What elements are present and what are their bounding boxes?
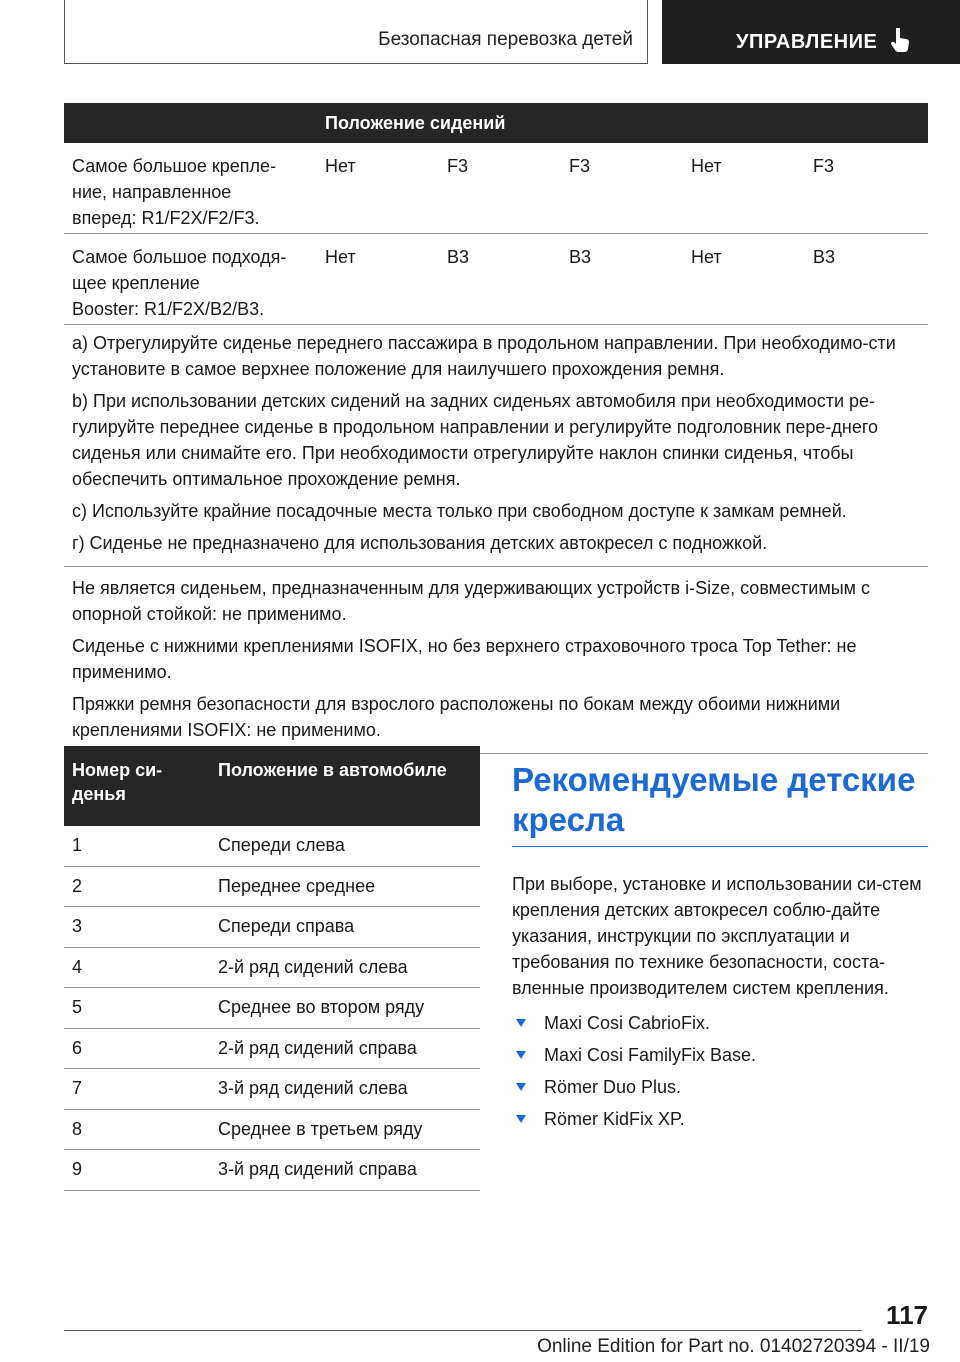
list-item: Maxi Cosi CabrioFix. xyxy=(512,1007,928,1039)
section-heading: Рекомендуемые детские кресла xyxy=(512,760,928,847)
footer-divider xyxy=(64,1330,862,1331)
footnote: b) При использовании детских сидений на задних сиденьях автомобиля при необходимости ре-гулируйте переднее сиденье в продольном направлении и регулируйте подголовник пере-днего сиденья или снимайте его. При необходимости отрегулируйте наклон спинки сиденья, чтобы обеспечить оптимальное прохождение ремня. xyxy=(72,391,879,489)
triangle-bullet-icon xyxy=(516,1115,526,1123)
table-row: 2 Переднее среднее xyxy=(64,867,480,908)
table-cell: Нет xyxy=(691,156,722,176)
recommended-seats-section xyxy=(512,760,928,1135)
seat-position-table xyxy=(64,103,928,325)
footnotes-block xyxy=(64,322,928,567)
list-item: Maxi Cosi FamilyFix Base. xyxy=(512,1039,928,1071)
recommended-list xyxy=(512,1007,928,1135)
table-row: 5 Среднее во втором ряду xyxy=(64,988,480,1029)
seat-table-title: Положение сидений xyxy=(325,112,506,133)
triangle-bullet-icon xyxy=(516,1019,526,1027)
table-row: 8 Среднее в третьем ряду xyxy=(64,1110,480,1151)
table-row: 7 3-й ряд сидений слева xyxy=(64,1069,480,1110)
footer-edition: Online Edition for Part no. 01402720394 - II/19 xyxy=(537,1336,930,1357)
general-notes-block xyxy=(64,567,928,754)
table-row: 3 Спереди справа xyxy=(64,907,480,948)
seat-number-table-header xyxy=(64,746,480,826)
page-number: 117 xyxy=(886,1300,928,1330)
table-cell: F3 xyxy=(569,156,591,176)
table-row: 4 2-й ряд сидений слева xyxy=(64,948,480,989)
table-cell: Нет xyxy=(325,247,356,267)
table-cell: Нет xyxy=(691,247,722,267)
table-row xyxy=(64,234,928,325)
table-cell: Нет xyxy=(325,156,356,176)
list-item: Römer Duo Plus. xyxy=(512,1071,928,1103)
table-row: 6 2-й ряд сидений справа xyxy=(64,1029,480,1070)
table-cell: F3 xyxy=(447,156,469,176)
seat-table-header xyxy=(64,103,928,143)
table-row: 9 3-й ряд сидений справа xyxy=(64,1150,480,1191)
table-row xyxy=(64,143,928,234)
column-header-seat-number: Номер си- денья xyxy=(72,760,163,804)
table-cell: F3 xyxy=(813,156,835,176)
note: Пряжки ремня безопасности для взрослого расположены по бокам между обоими нижними креплениями ISOFIX: не применимо. xyxy=(72,694,841,740)
table-row: 1 Спереди слева xyxy=(64,826,480,867)
column-header-position: Положение в автомобиле xyxy=(218,760,447,780)
note: Сиденье с нижними креплениями ISOFIX, но без верхнего страховочного троса Top Tether: не применимо. xyxy=(72,636,857,682)
header-section-title: Безопасная перевозка детей xyxy=(378,29,633,50)
table-notes xyxy=(64,322,928,754)
header-chapter-title: УПРАВЛЕНИЕ xyxy=(736,31,878,53)
note: Не является сиденьем, предназначенным для удерживающих устройств i-Size, совместимым с опорной стойкой: не применимо. xyxy=(72,578,871,624)
footnote: г) Сиденье не предназначено для использования детских автокресел с подножкой. xyxy=(72,533,768,553)
footnote: c) Используйте крайние посадочные места только при свободном доступе к замкам ремней. xyxy=(72,501,847,521)
table-cell: B3 xyxy=(447,247,470,267)
section-text: При выборе, установке и использовании си-стем крепления детских автокресел соблю-дайте указания, инструкции по эксплуатации и требования по технике безопасности, соста-вленные производителем систем крепления. xyxy=(512,874,922,998)
triangle-bullet-icon xyxy=(516,1051,526,1059)
pointing-hand-icon xyxy=(889,28,911,54)
list-item: Römer KidFix XP. xyxy=(512,1103,928,1135)
footnote: a) Отрегулируйте сиденье переднего пассажира в продольном направлении. При необходимо-сти установите в самое верхнее положение для наилучшего прохождения ремня. xyxy=(72,333,896,379)
header-chapter-tab xyxy=(662,0,960,64)
table-cell: B3 xyxy=(813,247,836,267)
triangle-bullet-icon xyxy=(516,1083,526,1091)
row-label: Самое большое подходя- щее крепление Booster: R1/F2X/B2/B3. xyxy=(72,247,287,319)
header-section-tab xyxy=(64,0,648,64)
seat-number-table xyxy=(64,746,480,1191)
row-label: Самое большое крепле- ние, направленное вперед: R1/F2X/F2/F3. xyxy=(72,156,277,228)
table-cell: B3 xyxy=(569,247,592,267)
